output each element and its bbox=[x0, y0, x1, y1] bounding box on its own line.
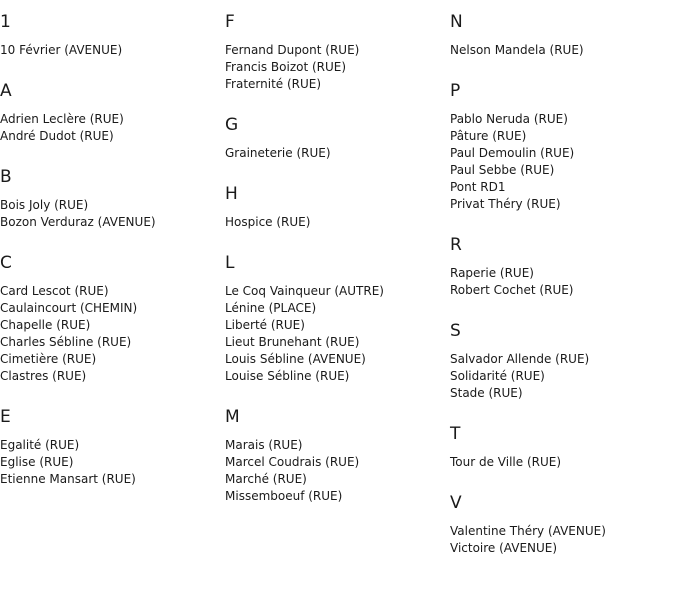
street-link[interactable]: Pâture (RUE) bbox=[450, 129, 527, 143]
letter-group bbox=[450, 422, 670, 471]
street-link[interactable]: Salvador Allende (RUE) bbox=[450, 352, 590, 366]
index-column bbox=[0, 10, 220, 508]
street-link[interactable]: Marais (RUE) bbox=[225, 438, 303, 452]
street-link[interactable]: Graineterie (RUE) bbox=[225, 146, 331, 160]
street-link[interactable]: Paul Demoulin (RUE) bbox=[450, 146, 575, 160]
street-link[interactable]: Fraternité (RUE) bbox=[225, 77, 322, 91]
street-link[interactable]: Victoire (AVENUE) bbox=[450, 541, 558, 555]
letter-heading: S bbox=[450, 321, 461, 341]
letter-heading: C bbox=[0, 253, 12, 273]
street-link[interactable]: Lénine (PLACE) bbox=[225, 301, 317, 315]
street-link[interactable]: Card Lescot (RUE) bbox=[0, 284, 109, 298]
letter-heading: M bbox=[225, 407, 240, 427]
street-link[interactable]: Egalité (RUE) bbox=[0, 438, 80, 452]
street-link[interactable]: Louise Sébline (RUE) bbox=[225, 369, 350, 383]
letter-group bbox=[450, 491, 670, 557]
letter-heading: 1 bbox=[0, 12, 11, 32]
letter-heading: G bbox=[225, 115, 239, 135]
letter-heading: P bbox=[450, 81, 461, 101]
street-link[interactable]: Stade (RUE) bbox=[450, 386, 523, 400]
letter-group bbox=[0, 405, 220, 488]
street-link[interactable]: Marcel Coudrais (RUE) bbox=[225, 455, 360, 469]
letter-group bbox=[225, 251, 445, 385]
street-link[interactable]: Hospice (RUE) bbox=[225, 215, 311, 229]
letter-group bbox=[0, 165, 220, 231]
letter-heading: V bbox=[450, 493, 462, 513]
street-link[interactable]: Louis Sébline (AVENUE) bbox=[225, 352, 366, 366]
letter-heading: E bbox=[0, 407, 11, 427]
street-link[interactable]: Robert Cochet (RUE) bbox=[450, 283, 574, 297]
street-link[interactable]: Privat Théry (RUE) bbox=[450, 197, 561, 211]
street-link[interactable]: Marché (RUE) bbox=[225, 472, 307, 486]
letter-group bbox=[225, 405, 445, 505]
street-link[interactable]: Francis Boizot (RUE) bbox=[225, 60, 347, 74]
letter-heading: T bbox=[450, 424, 461, 444]
street-link[interactable]: Valentine Théry (AVENUE) bbox=[450, 524, 606, 538]
letter-heading: B bbox=[0, 167, 12, 187]
letter-group bbox=[450, 233, 670, 299]
street-link[interactable]: Cimetière (RUE) bbox=[0, 352, 97, 366]
street-link[interactable]: Pont RD1 bbox=[450, 180, 506, 194]
street-link[interactable]: Etienne Mansart (RUE) bbox=[0, 472, 136, 486]
street-link[interactable]: Nelson Mandela (RUE) bbox=[450, 43, 584, 57]
street-link[interactable]: Solidarité (RUE) bbox=[450, 369, 545, 383]
street-link[interactable]: 10 Février (AVENUE) bbox=[0, 43, 123, 57]
letter-group bbox=[0, 251, 220, 385]
letter-group bbox=[450, 10, 670, 59]
street-link[interactable]: Bozon Verduraz (AVENUE) bbox=[0, 215, 156, 229]
street-link[interactable]: Charles Sébline (RUE) bbox=[0, 335, 132, 349]
street-link[interactable]: Lieut Brunehant (RUE) bbox=[225, 335, 360, 349]
street-link[interactable]: Caulaincourt (CHEMIN) bbox=[0, 301, 138, 315]
letter-heading: F bbox=[225, 12, 235, 32]
street-link[interactable]: Chapelle (RUE) bbox=[0, 318, 91, 332]
letter-heading: N bbox=[450, 12, 463, 32]
street-link[interactable]: Fernand Dupont (RUE) bbox=[225, 43, 360, 57]
street-link[interactable]: Paul Sebbe (RUE) bbox=[450, 163, 555, 177]
index-column bbox=[225, 10, 445, 525]
letter-heading: H bbox=[225, 184, 238, 204]
letter-group bbox=[225, 10, 445, 93]
letter-group bbox=[450, 319, 670, 402]
index-column bbox=[450, 10, 670, 577]
street-link[interactable]: Adrien Leclère (RUE) bbox=[0, 112, 124, 126]
letter-heading: L bbox=[225, 253, 235, 273]
letter-group bbox=[450, 79, 670, 213]
street-link[interactable]: Bois Joly (RUE) bbox=[0, 198, 89, 212]
letter-group bbox=[0, 79, 220, 145]
street-link[interactable]: Le Coq Vainqueur (AUTRE) bbox=[225, 284, 384, 298]
street-link[interactable]: Clastres (RUE) bbox=[0, 369, 87, 383]
letter-heading: A bbox=[0, 81, 12, 101]
street-link[interactable]: Tour de Ville (RUE) bbox=[450, 455, 562, 469]
letter-heading: R bbox=[450, 235, 462, 255]
street-link[interactable]: Pablo Neruda (RUE) bbox=[450, 112, 568, 126]
street-link[interactable]: Raperie (RUE) bbox=[450, 266, 534, 280]
street-link[interactable]: Liberté (RUE) bbox=[225, 318, 305, 332]
street-link[interactable]: Missemboeuf (RUE) bbox=[225, 489, 343, 503]
letter-group bbox=[225, 182, 445, 231]
letter-group bbox=[225, 113, 445, 162]
street-link[interactable]: André Dudot (RUE) bbox=[0, 129, 114, 143]
letter-group bbox=[0, 10, 220, 59]
street-link[interactable]: Eglise (RUE) bbox=[0, 455, 74, 469]
